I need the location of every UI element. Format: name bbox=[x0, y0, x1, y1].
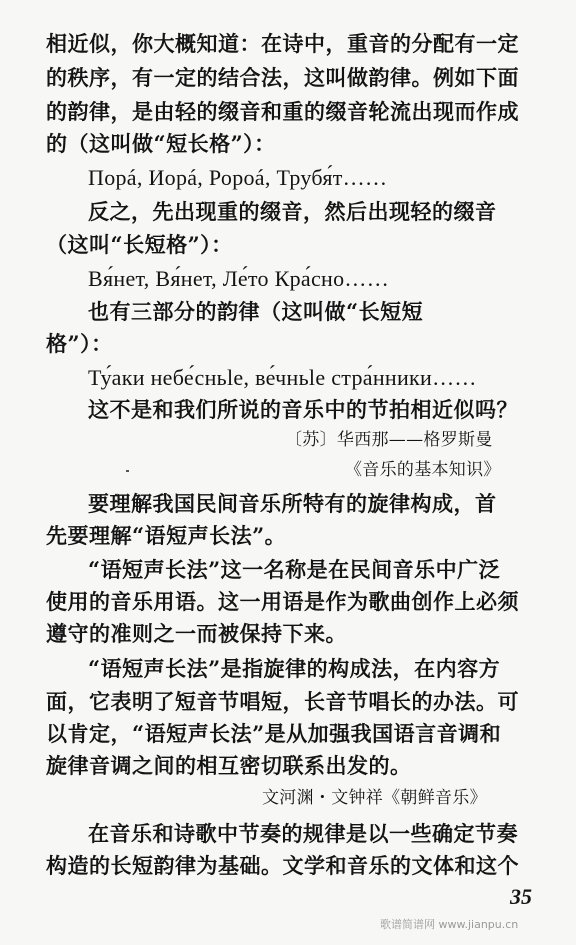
text-line-4: 的（这叫做“短长格”）： bbox=[46, 131, 276, 156]
russian-example-1: Порá, Иорá, Ророá, Трубя́т…… bbox=[88, 165, 388, 190]
watermark: 歌谱简谱网 www.jianpu.cn bbox=[380, 918, 519, 931]
text-line-13: 使用的音乐用语。这一用语是作为歌曲创作上必须 bbox=[46, 589, 519, 614]
print-speck bbox=[126, 470, 129, 472]
text-line-12: “语短声长法”这一名称是在民间音乐中广泛 bbox=[88, 557, 501, 582]
citation-2: 文河渊・文钟祥《朝鲜音乐》 bbox=[262, 788, 487, 808]
text-line-2: 的秩序，有一定的结合法，这叫做韵律。例如下面 bbox=[46, 65, 519, 90]
text-line-15: “语短声长法”是指旋律的构成法，在内容方 bbox=[88, 656, 501, 681]
text-line-3: 的韵律，是由轻的缀音和重的缀音轮流出现而作成 bbox=[46, 99, 519, 124]
text-line-17: 以肯定，“语短声长法”是从加强我国语言音调和 bbox=[46, 721, 502, 746]
text-line-18: 旋律音调之间的相互密切联系出发的。 bbox=[46, 753, 412, 778]
text-line-8: 格”）： bbox=[46, 331, 113, 356]
text-line-20: 构造的长短韵律为基础。文学和音乐的文体和这个 bbox=[46, 853, 519, 878]
text-line-5: 反之，先出现重的缀音，然后出现轻的缀音 bbox=[88, 199, 497, 224]
text-line-1: 相近似，你大概知道：在诗中，重音的分配有一定 bbox=[46, 31, 519, 56]
text-line-9: 这不是和我们所说的音乐中的节拍相近似吗？ bbox=[88, 397, 518, 422]
text-line-7: 也有三部分的韵律（这叫做“长短短 bbox=[88, 299, 424, 324]
text-line-10: 要理解我国民间音乐所特有的旋律构成，首 bbox=[88, 491, 497, 516]
text-line-19: 在音乐和诗歌中节奏的规律是以一些确定节奏 bbox=[88, 821, 518, 846]
citation-author-1: 〔苏〕华西那——格罗斯曼 bbox=[285, 430, 493, 450]
text-line-16: 面，它表明了短音节唱短，长音节唱长的办法。可 bbox=[46, 689, 519, 714]
text-line-6: （这叫“长短格”）： bbox=[46, 232, 233, 257]
page-number: 35 bbox=[510, 884, 532, 909]
text-line-14: 遵守的准则之一而被保持下来。 bbox=[46, 621, 347, 646]
text-line-11: 先要理解“语短声长法”。 bbox=[46, 523, 287, 548]
citation-title-1: 《音乐的基本知识》 bbox=[345, 460, 501, 480]
russian-example-3: Ту́аки небе́сньle, ве́чньle стра́нники…… bbox=[88, 365, 477, 390]
russian-example-2: Вя́нет, Вя́нет, Ле́то Кра́сно…… bbox=[88, 266, 390, 291]
